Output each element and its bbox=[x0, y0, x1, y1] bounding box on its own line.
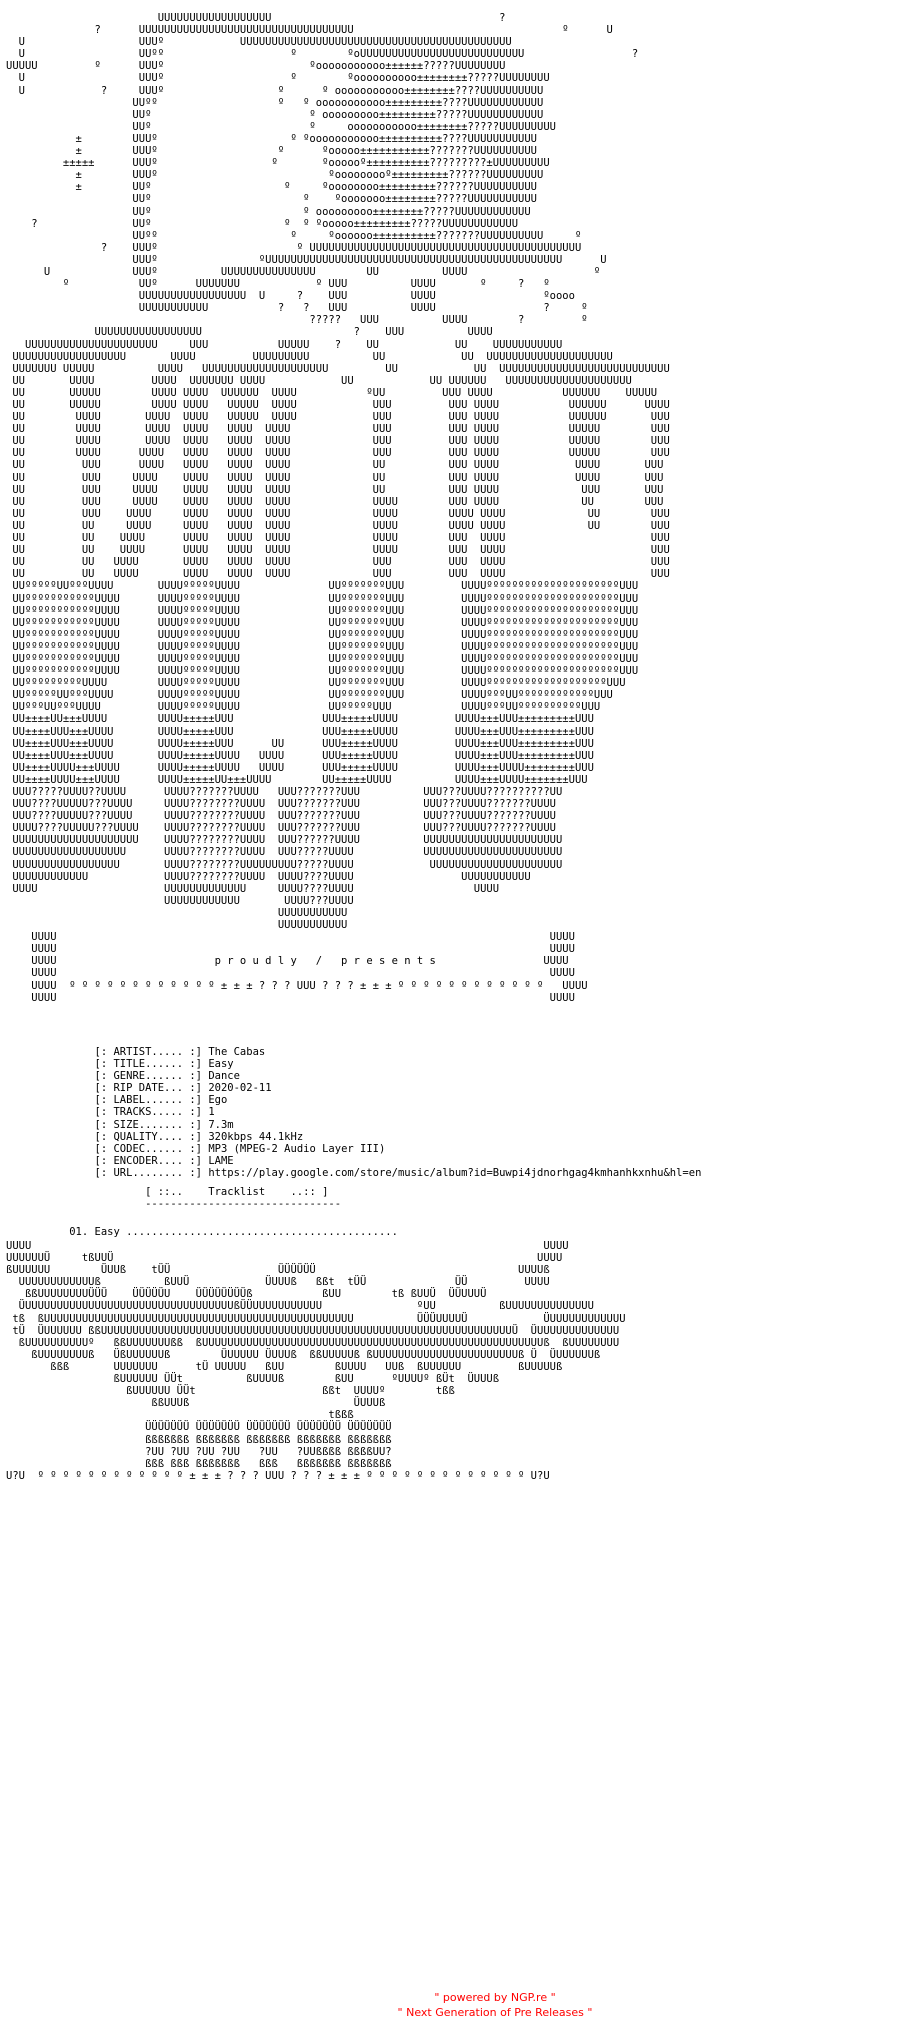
info-encoder-value: LAME bbox=[208, 1154, 234, 1167]
info-rip-date-label: [: RIP DATE... :] bbox=[94, 1082, 202, 1095]
release-info-block bbox=[6, 1046, 701, 1179]
info-label-label: [: LABEL...... :] bbox=[94, 1094, 202, 1107]
footer-quote-open-1: " bbox=[434, 1991, 440, 2004]
footer-quote-close-1: " bbox=[550, 1991, 556, 2004]
info-encoder-label: [: ENCODER.... :] bbox=[94, 1154, 202, 1167]
info-codec-value: MP3 (MPEG-2 Audio Layer III) bbox=[208, 1142, 386, 1155]
info-codec-label: [: CODEC...... :] bbox=[94, 1142, 202, 1155]
info-url-label: [: URL........ :] bbox=[94, 1166, 202, 1179]
bottom-ascii-art: UUUU UUUU UUUUUUÜ tßUUÜ UUUU ßUUUUUU ÜUUß tÜÜ ÜÜÜÜÜÜ UUUUß UUUUUUUUUUUUß ßUUÜ ÜUUUß ßßt tÜÜ ÜÜ UUUU ßßUUUUUUUUÜÜÜ ÜÜÜÜÜU ÜÜÜÜÜÜÜÜß ßUU tß ßUUÜ ÜÜUUUÜ ÜUUUUUUUUUUUUUUUUUUUUUUUUUUUUUUUUUßÜÜUUUUUUUUUUU ºUU ßUUUUUUUUUUUUUU tß ßUUUUUUUUUUUUUUUUUUUUUUUUUUUUUUUUUUUUUUUUUUUUUUUUU ÜÜÜUUUUÜ ÜUUUUUUUUUUUU tÜ ÜUUUUUU ßßUUUUUUUUUUUUUUUUUUUUUUUUUUUUUUUUUUUUUUUUUUUUUUUUUUUUUUUUUUUUUUUUUÜ ÜUUUUUUUUUUUUU ßUUUUUUUUUUº ßßUUUUUUUßß ßUUUUUUUUUUUUUUUUUUUUUUUUUUUUUUUUUUUUUUUUUUUUUUUUUUUUUUß ßUUUUUUUU ßUUUUUUUUß ÜßUUUUUUß ÜUUUUU ÜUUUß ßßUUUUUß ßUUUUUUUUUUUUUUUUUUUUUUUß Ü ÜUUUUUUß ßßß UUUUUUU tÜ UUUUU ßUU ßUUUU UUß ßUUUUUU ßUUUUUß ßUUUUUU ÜÜt ßUUUUß ßUU ºUUUUº ßÜt ÜUUUß ßUUUUUU ÜÜt ßßt UUUUº tßß ßßUUUß ÜUUUß tßßß ÜÜÜÜÜÜÜ ÜÜÜÜÜÜÜ ÜÜÜÜÜÜÜ ÜÜÜÜÜÜÜ ÜÜÜÜÜÜÜ ßßßßßßß ßßßßßßß ßßßßßßß ßßßßßßß ßßßßßßß ?UU ?UU ?UU ?UU ?UU ?UUßßßß ßßßßUU? ßßß ßßß ßßßßßßß ßßß ßßßßßßß ßßßßßßß U?U º º º º º º º º º º º º ± ± ± ? ? ? UUU ? ? ? ± ± ± º º º º º º º º º º º º º U?U bbox=[6, 1240, 626, 1482]
footer-quote-close-2: " bbox=[587, 2006, 593, 2019]
info-genre-label: [: GENRE...... :] bbox=[94, 1070, 202, 1083]
footer-quote-open-2: " bbox=[397, 2006, 403, 2019]
info-url-row bbox=[6, 1167, 701, 1179]
info-genre-value: Dance bbox=[208, 1070, 240, 1083]
info-rip-date-value: 2020-02-11 bbox=[208, 1082, 272, 1095]
info-encoder-row bbox=[6, 1155, 234, 1167]
logo-ascii-art: UUUUUUUUUUUUUUUUUU ? ? UUUUUUUUUUUUUUUUUUUUUUUUUUUUUUUUUU º U U UUUº UUUUUUUUUUUUUUUUUUUUUUUUUUUUUUUUUUUUUUUUUUU U UUºº º ºoUUUUUUUUUUUUUUUUUUUUUUUUUU ? UUUUU º UUUº ºooooooooooo±±±±±±?????UUUUUUUU U UUUº º ºoooooooooo±±±±±±±±?????UUUUUUUU U ? UUUº º º ooooooooooo±±±±±±±±????UUUUUUUUUU UUºº º º ooooooooooo±±±±±±±±±????UUUUUUUUUUUU UUº º ooooooooo±±±±±±±±±?????UUUUUUUUUUUU UUº º ooooooooooo±±±±±±±±?????UUUUUUUUU ± UUUº º ºooooooooooo±±±±±±±±±±????UUUUUUUUUUU ± UUUº º ºooooo±±±±±±±±±±±???????UUUUUUUUUU ±±±±± UUUº º ºoooooº±±±±±±±±±±?????????±UUUUUUUUU ± UUUº ºooooooooº±±±±±±±±±??????UUUUUUUUU ± UUº º ºoooooooo±±±±±±±±±??????UUUUUUUUUU UUº º ºooooooo±±±±±±±±?????UUUUUUUUUUU UUº º ooooooooo±±±±±±±±?????UUUUUUUUUUUU ? UUº º º ºooooo±±±±±±±±±?????UUUUUUUUUUUU UUºº º ºoooooo±±±±±±±±±±???????UUUUUUUUUU º ? UUUº º UUUUUUUUUUUUUUUUUUUUUUUUUUUUUUUUUUUUUUUUUUU UUUº ºUUUUUUUUUUUUUUUUUUUUUUUUUUUUUUUUUUUUUUUUUUUUUUU U U UUUº UUUUUUUUUUUUUUU UU UUUU º º UUº UUUUUUU º UUU UUUU º ? º UUUUUUUUUUUUUUUUU U ? UUU UUUU ºoooo UUUUUUUUUUU ? ? UUU UUUU ? º ????? UUU UUUU ? º UUUUUUUUUUUUUUUUU ? UUU UUUU UUUUUUUUUUUUUUUUUUUUU UUU UUUUU ? UU UU UUUUUUUUUUU UUUUUUUUUUUUUUUUUU UUUU UUUUUUUUU UU UU UUUUUUUUUUUUUUUUUUUU UUUUUUU UUUUU UUUU UUUUUUUUUUUUUUUUUUUU UU UU UUUUUUUUUUUUUUUUUUUUUUUUUUU UU UUUU UUUU UUUUUUU UUUU UU UU UUUUUU UUUUUUUUUUUUUUUUUUUU UU UUUUU UUUU UUUU UUUUUU UUUU ºUU UUU UUUU UUUUUU UUUUU UU UUUUU UUUU UUUU UUUUU UUUU UUU UUU UUUU UUUUUU UUUU UU UUUU UUUU UUUU UUUUU UUUU UUU UUU UUUU UUUUUU UUU UU UUUU UUUU UUUU UUUU UUUU UUU UUU UUUU UUUUU UUU UU UUUU UUUU UUUU UUUU UUUU UUU UUU UUUU UUUUU UUU UU UUUU UUUU UUUU UUUU UUUU UUU UUU UUUU UUUUU UUU UU UUU UUUU UUUU UUUU UUUU UU UUU UUUU UUUU UUU UU UUU UUUU UUUU UUUU UUUU UU UUU UUUU UUUU UUU UU UUU UUUU UUUU UUUU UUUU UU UUU UUUU UUU UUU UU UUU UUUU UUUU UUUU UUUU UUUU UUU UUUU UU UUU UU UUU UUUU UUUU UUUU UUUU UUUU UUUU UUUU UU UUU UU UU UUUU UUUU UUUU UUUU UUUU UUUU UUUU UU UUU UU UU UUUU UUUU UUUU UUUU UUUU UUU UUUU UUU UU UU UUUU UUUU UUUU UUUU UUUU UUU UUUU UUU UU UU UUUU UUUU UUUU UUUU UUU UUU UUUU UUU UU UU UUUU UUUU UUUU UUUU UUU UUU UUUU UUU UUºººººUUºººUUUU UUUUºººººUUUU UUºººººººUUU UUUUºººººººººººººººººººººUUU UUºººººººººººUUUU UUUUºººººUUUU UUºººººººUUU UUUUºººººººººººººººººººººUUU UUºººººººººººUUUU UUUUºººººUUUU UUºººººººUUU UUUUºººººººººººººººººººººUUU UUºººººººººººUUUU UUUUºººººUUUU UUºººººººUUU UUUUºººººººººººººººººººººUUU UUºººººººººººUUUU UUUUºººººUUUU UUºººººººUUU UUUUºººººººººººººººººººººUUU UUºººººººººººUUUU UUUUºººººUUUU UUºººººººUUU UUUUºººººººººººººººººººººUUU UUºººººººººººUUUU UUUUºººººUUUU UUºººººººUUU UUUUºººººººººººººººººººººUUU UUºººººººººººUUUU UUUUºººººUUUU UUºººººººUUU UUUUºººººººººººººººººººººUUU UUºººººººººUUUU UUUUºººººUUUU UUºººººººUUU UUUUºººººººººººººººººººUUU UUºººººUUºººUUUU UUUUºººººUUUU UUºººººººUUU UUUUºººUUººººººººººººUUU UUºººUUºººUUUU UUUUºººººUUUU UUºººººUUU UUUUºººUUººººººººººUUU UU±±±±UU±±±UUUU UUUU±±±±±UUU UUU±±±±±UUUU UUUU±±±UUU±±±±±±±±±UUU UU±±±±UUU±±±UUUU UUUU±±±±±UUU UUU±±±±±UUUU UUUU±±±UUU±±±±±±±±±UUU UU±±±±UUU±±±UUUU UUUU±±±±±UUU UU UUU±±±±±UUUU UUUU±±±UUU±±±±±±±±±UUU UU±±±±UUU±±±UUUU UUUU±±±±±UUUU UUUU UUU±±±±±UUUU UUUU±±±UUU±±±±±±±±±UUU UU±±±±UUUU±±±UUUU UUUU±±±±±UUUU UUUU UUU±±±±±UUUU UUUU±±±UUUU±±±±±±±±UUU UU±±±±UUUU±±±UUUU UUUU±±±±±UU±±±UUUU UU±±±±±UUUU UUUU±±±UUUU±±±±±±±UUU UUU?????UUUU??UUUU UUUU???????UUUU UUU???????UUU UUU???UUUU??????????UU UUU????UUUUU???UUUU UUUU????????UUUU UUU???????UUU UUU???UUUU???????UUUU UUU????UUUUU???UUUU UUUU????????UUUU UUU???????UUU UUU???UUUU???????UUUU UUUU????UUUUU???UUUU UUUU????????UUUU UUU???????UUU UUU???UUUU???????UUUU UUUUUUUUUUUUUUUUUUUU UUUU????????UUUU UUU??????UUUU UUUUUUUUUUUUUUUUUUUUUU UUUUUUUUUUUUUUUUUU UUUU????????UUUU UUU?????UUUU UUUUUUUUUUUUUUUUUUUUUU UUUUUUUUUUUUUUUUU UUUU????????UUUUUUUUU?????UUUU UUUUUUUUUUUUUUUUUUUUU UUUUUUUUUUUU UUUU????????UUUU UUUU????UUUU UUUUUUUUUUU UUUU UUUUUUUUUUUUU UUUU????UUUU UUUU UUUUUUUUUUUU UUUU???UUUU UUUUUUUUUUU UUUUUUUUUUU UUUU UUUU UUUU UUUU UUUU p r o u d l y / p r e s e n t s UUUU UUUU UUUU UUUU º º º º º º º º º º º º ± ± ± ? ? ? UUU ? ? ? ± ± ± º º º º º º º º º º º º UUUU UUUU UUUU bbox=[6, 12, 670, 1004]
info-label-row bbox=[6, 1094, 227, 1106]
info-rip-date-row bbox=[6, 1082, 272, 1094]
info-title-label: [: TITLE...... :] bbox=[94, 1058, 202, 1071]
info-size-label: [: SIZE....... :] bbox=[94, 1118, 202, 1131]
info-codec-row bbox=[6, 1143, 385, 1155]
info-title-value: Easy bbox=[208, 1058, 234, 1071]
info-quality-row bbox=[6, 1131, 303, 1143]
footer-powered-by bbox=[0, 1991, 920, 2004]
info-tracks-row bbox=[6, 1106, 215, 1118]
info-title-row bbox=[6, 1058, 234, 1070]
tracklist-header: [ ::.. Tracklist ..:: ] bbox=[145, 1186, 329, 1198]
footer-tagline bbox=[0, 2006, 920, 2019]
tracklist-item bbox=[6, 1226, 398, 1238]
info-url-value[interactable]: https://play.google.com/store/music/album?id=Buwpi4jdnorhgag4kmhanhkxnhu&hl=en bbox=[208, 1166, 702, 1179]
info-size-value: 7.3m bbox=[208, 1118, 234, 1131]
info-genre-row bbox=[6, 1070, 240, 1082]
footer-powered-by-text[interactable]: powered by NGP.re bbox=[439, 1991, 551, 2004]
track-01: 01. Easy ........................................... bbox=[69, 1226, 398, 1238]
info-artist-value: The Cabas bbox=[208, 1046, 266, 1058]
info-tracks-label: [: TRACKS..... :] bbox=[94, 1106, 202, 1119]
info-size-row bbox=[6, 1119, 234, 1131]
info-artist-row bbox=[6, 1046, 265, 1058]
footer-tagline-text: Next Generation of Pre Releases bbox=[402, 2006, 588, 2019]
tracklist-underline: ------------------------------- bbox=[145, 1198, 342, 1211]
info-artist-label: [: ARTIST..... :] bbox=[94, 1046, 202, 1058]
tracklist-header-block bbox=[6, 1186, 341, 1210]
info-tracks-value: 1 bbox=[208, 1106, 215, 1119]
info-quality-value: 320kbps 44.1kHz bbox=[208, 1130, 304, 1143]
info-quality-label: [: QUALITY.... :] bbox=[94, 1130, 202, 1143]
info-label-value: Ego bbox=[208, 1094, 228, 1107]
